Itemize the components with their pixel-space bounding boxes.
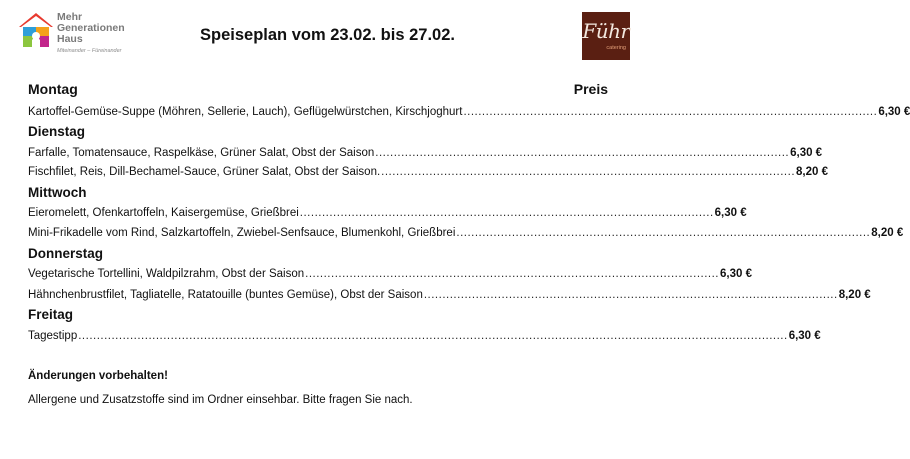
changes-notice: Änderungen vorbehalten! xyxy=(28,370,168,382)
dish-price: 6,30 € xyxy=(720,268,752,280)
day-heading-donnerstag: Donnerstag xyxy=(28,246,104,261)
dish-name: Hähnchenbrustfilet, Tagliatelle, Ratatouille (buntes Gemüse), Obst der Saison xyxy=(28,289,423,301)
dish-price: 8,20 € xyxy=(796,166,829,178)
dish-price: 8,20 € xyxy=(871,227,904,239)
dot-leader: ................................................................................................................ xyxy=(381,166,796,178)
day-heading-freitag: Freitag xyxy=(28,307,74,322)
menu-item xyxy=(28,147,823,161)
dish-name: Kartoffel-Gemüse-Suppe (Möhren, Sellerie, Lauch), Geflügelwürstchen, Kirschjoghurt xyxy=(28,106,463,118)
dot-leader: ................................................................................................................ xyxy=(299,207,714,219)
price-column-header: Preis xyxy=(573,81,608,97)
dish-name: Vegetarische Tortellini, Waldpilzrahm, Obst der Saison xyxy=(28,268,305,280)
dot-leader: ................................................................................................................ xyxy=(463,106,878,118)
menu-item xyxy=(28,106,910,120)
allergens-notice: Allergene und Zusatzstoffe sind im Ordner einsehbar. Bitte fragen Sie nach. xyxy=(28,394,413,406)
dish-price: 8,20 € xyxy=(838,289,871,301)
logo-script: Führ xyxy=(582,19,630,43)
logo-sub: catering xyxy=(606,45,626,51)
day-heading-montag: Montag xyxy=(28,81,78,97)
dish-name: Mini-Frikadelle vom Rind, Salzkartoffeln, Zwiebel-Senfsauce, Blumenkohl, Grießbrei xyxy=(28,227,456,239)
menu-item xyxy=(28,166,829,180)
dot-leader: ................................................................................................................ xyxy=(375,147,790,159)
mehrgenerationenhaus-logo xyxy=(17,11,137,53)
menu-item xyxy=(28,330,821,344)
dot-leader: ................................................................................................................................................................................................ xyxy=(78,330,788,342)
dish-name: Tagestipp xyxy=(28,330,78,342)
dish-price: 6,30 € xyxy=(790,147,823,159)
dot-leader: ................................................................................................................ xyxy=(305,268,719,280)
dish-price: 6,30 € xyxy=(714,207,747,219)
menu-item xyxy=(28,289,871,303)
dish-price: 6,30 € xyxy=(788,330,821,342)
menu-item xyxy=(28,227,904,241)
logo-line-1: Mehr xyxy=(57,11,83,23)
day-heading-mittwoch: Mittwoch xyxy=(28,185,87,200)
fuehr-catering-logo xyxy=(582,12,630,60)
dish-name: Fischfilet, Reis, Dill-Bechamel-Sauce, Grüner Salat, Obst der Saison. xyxy=(28,166,381,178)
dot-leader: ................................................................................................................ xyxy=(423,289,838,301)
logo-tagline: Miteinander – Füreinander xyxy=(57,48,122,54)
menu-item xyxy=(28,268,752,282)
page-title: Speiseplan vom 23.02. bis 27.02. xyxy=(200,26,455,44)
day-heading-dienstag: Dienstag xyxy=(28,124,86,139)
house-logo-icon xyxy=(17,11,55,51)
logo-line-2: Generationen xyxy=(57,22,125,34)
dish-price: 6,30 € xyxy=(878,106,910,118)
menu-item xyxy=(28,207,747,221)
dot-leader: ................................................................................................................ xyxy=(456,227,871,239)
menu-header-row xyxy=(28,81,608,101)
dish-name: Eieromelett, Ofenkartoffeln, Kaisergemüse, Grießbrei xyxy=(28,207,299,219)
logo-line-3: Haus xyxy=(57,33,83,45)
dish-name: Farfalle, Tomatensauce, Raspelkäse, Grüner Salat, Obst der Saison xyxy=(28,147,375,159)
